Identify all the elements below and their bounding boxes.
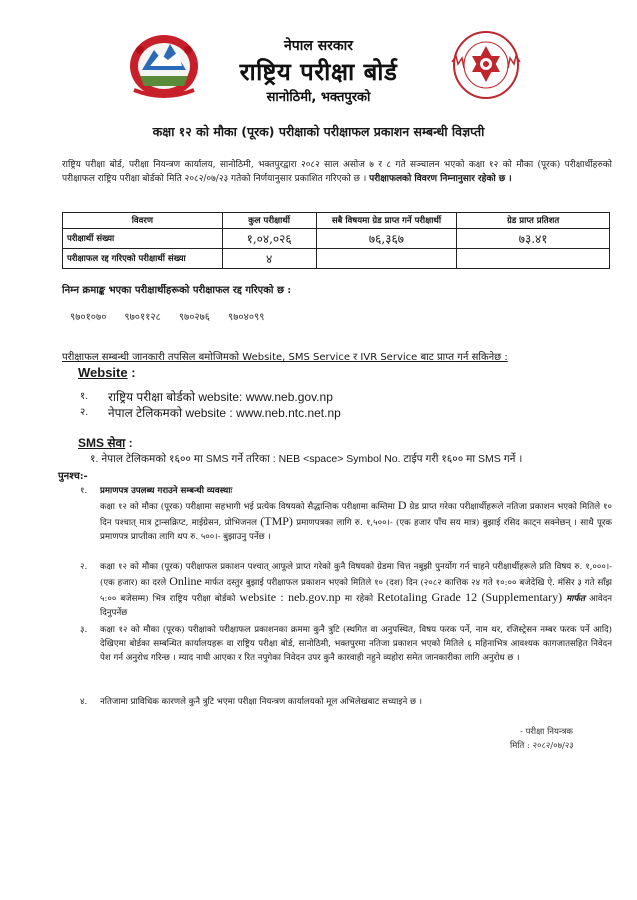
result-summary-table — [62, 212, 610, 269]
text-segment: मार्फत — [566, 594, 586, 604]
signature-date: २०८२/०७/२३ — [532, 741, 574, 751]
symbol-number: ९७०१०७० — [70, 312, 107, 323]
text-segment: D — [397, 498, 407, 512]
postscript-item-number: ३. — [80, 625, 88, 635]
website-item-number: १. — [80, 391, 88, 402]
text-segment: प्रमाणपत्रका लागि रु. १,५००।- (एक हजार पाँच सय मात्र) बुझाई रसिद काट्न सक्नेछन् । साथै पूरक प्रमाणपत्र प्राप्तीका लागि थप रु. ५००।- बुझाउनु पर्नेछ । — [100, 518, 612, 542]
website-section-heading: Website : — [78, 365, 136, 380]
table-header-cell: विवरण — [63, 213, 223, 229]
result-info-heading: परीक्षाफल सम्बन्धी जानकारी तपसिल बमोजिमको Website, SMS Service र IVR Service बाट प्राप्त गर्न सकिनेछ : — [62, 352, 508, 363]
postscript-item — [80, 560, 612, 620]
table-cell: ७३.४१ — [457, 229, 610, 249]
intro-bold-text: परीक्षाफलको विवरण निम्नानुसार रहेको छ । — [369, 174, 512, 184]
postscript-item-text: नतिजामा प्राविधिक कारणले कुनै त्रुटि भएमा परीक्षा नियन्त्रण कार्यालयको मूल अभिलेखबाट सच्याइने छ । — [100, 697, 423, 707]
table-cell: परीक्षार्थी संख्या — [63, 229, 223, 249]
postscript-item-text — [100, 498, 612, 544]
table-row — [63, 229, 610, 249]
website-item[interactable] — [80, 388, 333, 405]
table-cell — [457, 249, 610, 269]
website-link[interactable]: website : neb.gov.np — [239, 590, 341, 604]
sms-item-text: नेपाल टेलिकमको १६०० मा SMS गर्ने तरिका : NEB <space> Symbol No. टाईप गरी १६०० मा SMS गर्ने । — [101, 453, 523, 465]
header-board-name: राष्ट्रिय परीक्षा बोर्ड — [239, 58, 398, 86]
table-row — [63, 249, 610, 269]
postscript-item — [80, 623, 612, 665]
sms-heading-label: SMS सेवा — [78, 436, 126, 450]
table-cell: परीक्षाफल रद्द गरिएको परीक्षार्थी संख्या — [63, 249, 223, 269]
cancelled-symbol-list — [70, 309, 264, 323]
postscript-item — [80, 484, 612, 544]
postscript-label: पुनश्च:- — [58, 471, 88, 482]
website-item-number: २. — [80, 407, 88, 418]
sms-section-heading: SMS सेवा : — [78, 436, 133, 450]
postscript-item-title: प्रमाणपत्र उपलब्ध गराउने सम्बन्धी व्यवस्थाः — [100, 486, 233, 496]
website-item-text[interactable]: राष्ट्रिय परीक्षा बोर्डको website: www.neb.gov.np — [108, 390, 333, 404]
signatory-office: - परीक्षा नियन्त्रक — [520, 727, 573, 737]
table-cell: ४ — [222, 249, 316, 269]
website-item[interactable] — [80, 404, 341, 421]
table-header-cell: ग्रेड प्राप्त प्रतिशत — [457, 213, 610, 229]
postscript-item-text — [100, 560, 612, 620]
website-heading-label: Website — [78, 365, 128, 380]
text-segment: आवेदन दिनुपर्नेछ — [100, 594, 613, 618]
postscript-item-number: ४. — [80, 697, 88, 707]
postscript-item-text: कक्षा १२ को मौका (पूरक) परीक्षाको परीक्षाफल प्रकाशनका क्रममा कुनै त्रुटि (स्थगित वा अनुपस्थित, विषय फरक पर्ने, नाम थर, रजिस्ट्रेसन नम्बर फरक पर्ने आदि) देखिएमा बोर्डका सम्बन्धित कार्यालयहरू वा राष्ट्रिय परीक्षा बोर्ड, सानोठिमी, भक्तपुरमा नतिजा प्रकाशन भएको मितिले ६ महिनाभित्र आवश्यक कागजातसहित निवेदन पेश गर्न अनुरोध गरिन्छ । म्याद नाघी आएका र रित नपुगेका निवेदन उपर कुनै कारवाही नहुने व्यहोरा समेत जानकारीका लागि अनुरोध छ । — [100, 625, 612, 663]
sms-item — [90, 452, 522, 466]
symbol-number: ९७०११२८ — [124, 312, 161, 323]
postscript-item-number: २. — [80, 562, 88, 572]
symbol-number: ९७०४०९९ — [228, 312, 265, 323]
sms-item-number: १. — [90, 453, 99, 465]
text-segment: Online — [169, 574, 202, 588]
text-segment: कक्षा १२ को मौका (पूरक) परीक्षामा सहभागी भई प्रत्येक विषयको सैद्धान्तिक परीक्षामा कम्तिमा — [100, 502, 395, 512]
text-segment: कक्षा १२ को मौका (पूरक) परीक्षाफल प्रकाशन पश्चात् आफूले प्राप्त गरेको कुनै विषयको ग्रेडमा चित्त नबुझी पुनर्योग गर्न चाहने परीक्षार्थीहरूले प्रति विषय रु. १,०००।- (एक हजार) का दरले — [100, 562, 612, 588]
text-segment: ग्रेड प्राप्त गरेका परीक्षार्थीहरूले नतिजा प्रकाशन भएको मितिले १० दिन पश्चात् मात्र ट्रान्सक्रिप्ट, माईग्रेसन, प्रोभिजनल — [100, 502, 612, 528]
intro-paragraph — [62, 158, 612, 186]
date-label: मिति : — [510, 741, 530, 751]
header-location: सानोठिमी, भक्तपुरको — [266, 90, 371, 105]
signature-block — [510, 725, 574, 753]
intro-text: राष्ट्रिय परीक्षा बोर्ड, परीक्षा नियन्त्रण कार्यालय, सानोठिमी, भक्तपुरद्वारा २०८२ साल असोज ७ र ८ गते सञ्चालन भएको कक्षा १२ को मौका (पूरक) परीक्षार्थीहरुको परीक्षाफल राष्ट्रिय परीक्षा बोर्डको मिति २०८२/०७/२३ गतेको निर्णयानुसार प्रकाशित गरिएको छ । — [62, 160, 612, 184]
text-segment: मा रहेको — [344, 594, 374, 604]
header-government: नेपाल सरकार — [283, 38, 353, 54]
table-cell: ७६,३६७ — [316, 229, 457, 249]
signature-date-line — [510, 739, 574, 753]
postscript-item-number: १. — [80, 486, 88, 496]
table-header-cell: सबै विषयमा ग्रेड प्राप्त गर्ने परीक्षार्थी — [316, 213, 457, 229]
notice-title: कक्षा १२ को मौका (पूरक) परीक्षाको परीक्षाफल प्रकाशन सम्बन्धी विज्ञप्ती — [152, 124, 485, 139]
cancelled-results-heading: निम्न क्रमाङ्क भएका परीक्षार्थीहरूको परीक्षाफल रद्द गरिएको छ : — [62, 285, 292, 296]
text-segment: मार्फत दस्तुर बुझाई परीक्षाफल प्रकाशन भएको मितिले १० (दश) दिन (२०८२ कात्तिक २४ गते १०:०० बजेदेखि ऐ. मंसिर ३ गते साँझ ५:०० बजेसम्म) भित्र राष्ट्रिय परीक्षा बोर्डको — [100, 578, 613, 604]
table-header-cell: कुल परीक्षार्थी — [222, 213, 316, 229]
text-segment: Retotaling Grade 12 (Supplementary) — [377, 590, 563, 604]
website-item-text[interactable]: नेपाल टेलिकमको website : www.neb.ntc.net.np — [108, 406, 341, 420]
text-segment: (TMP) — [260, 514, 293, 528]
postscript-item — [80, 695, 612, 709]
table-cell: १,०४,०२६ — [222, 229, 316, 249]
table-header-row — [63, 213, 610, 229]
table-cell — [316, 249, 457, 269]
symbol-number: ९७०२७६ — [178, 312, 211, 323]
